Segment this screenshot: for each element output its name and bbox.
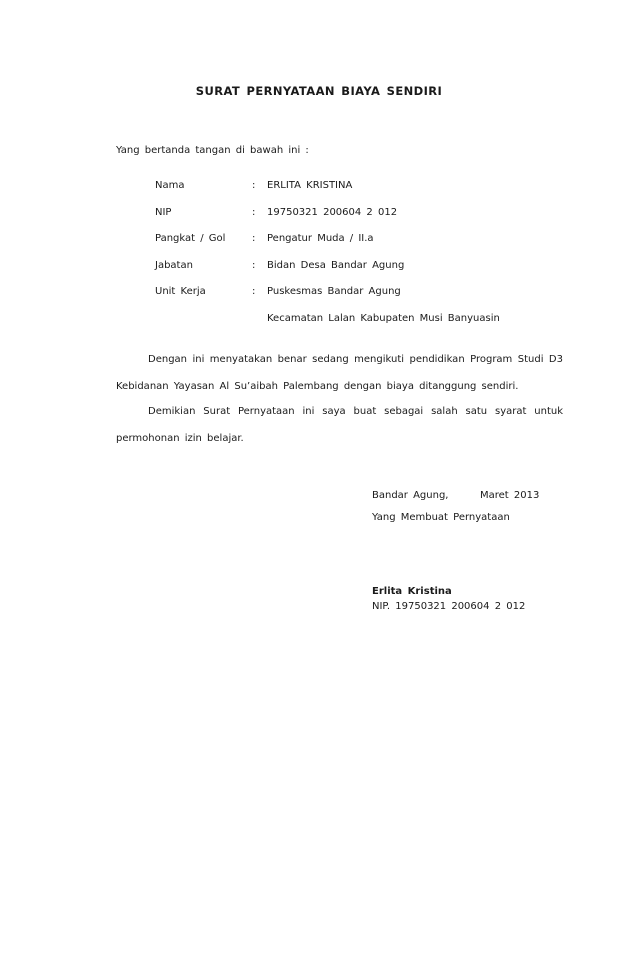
identity-fields (155, 180, 595, 339)
field-row-nama (155, 180, 595, 207)
field-label: NIP (155, 206, 172, 218)
signature-role: Yang Membuat Pernyataan (372, 512, 510, 523)
closing-paragraph (116, 399, 563, 452)
field-colon: : (252, 286, 256, 297)
field-value: Kecamatan Lalan Kabupaten Musi Banyuasin (267, 312, 500, 324)
field-value: 19750321 200604 2 012 (267, 206, 398, 218)
field-row-pangkat (155, 233, 595, 260)
field-row-unit-kerja (155, 286, 595, 313)
field-value: Pengatur Muda / II.a (267, 233, 374, 244)
field-label: Unit Kerja (155, 286, 206, 297)
statement-text: Dengan ini menyatakan benar sedang mengikuti pendidikan Program Studi D3 Kebidanan Yayasan Al Su’aibah Palembang dengan biaya ditanggung sendiri. (116, 354, 563, 392)
field-value: ERLITA KRISTINA (267, 180, 353, 191)
field-value: Bidan Desa Bandar Agung (267, 259, 405, 271)
signature-place: Bandar Agung, (372, 490, 449, 501)
signature-date: Maret 2013 (480, 490, 540, 501)
place-date-line (372, 490, 602, 512)
field-label: Jabatan (155, 259, 193, 271)
intro-text: Yang bertanda tangan di bawah ini : (116, 145, 309, 156)
signature-block (372, 490, 602, 534)
signatory-nip: NIP. 19750321 200604 2 012 (372, 601, 526, 612)
field-colon: : (252, 180, 256, 191)
field-label: Nama (155, 180, 185, 191)
field-colon: : (252, 259, 256, 271)
field-colon: : (252, 233, 256, 244)
field-row-kecamatan (155, 313, 595, 340)
field-row-nip (155, 207, 595, 234)
signatory-name: Erlita Kristina (372, 586, 452, 597)
document-title: SURAT PERNYATAAN BIAYA SENDIRI (195, 84, 443, 98)
field-row-jabatan (155, 260, 595, 287)
closing-text: Demikian Surat Pernyataan ini saya buat sebagai salah satu syarat untuk permohonan izin belajar. (116, 406, 563, 444)
field-value: Puskesmas Bandar Agung (267, 286, 401, 297)
statement-paragraph (116, 347, 563, 400)
field-label: Pangkat / Gol (155, 233, 226, 244)
field-colon: : (252, 206, 256, 218)
